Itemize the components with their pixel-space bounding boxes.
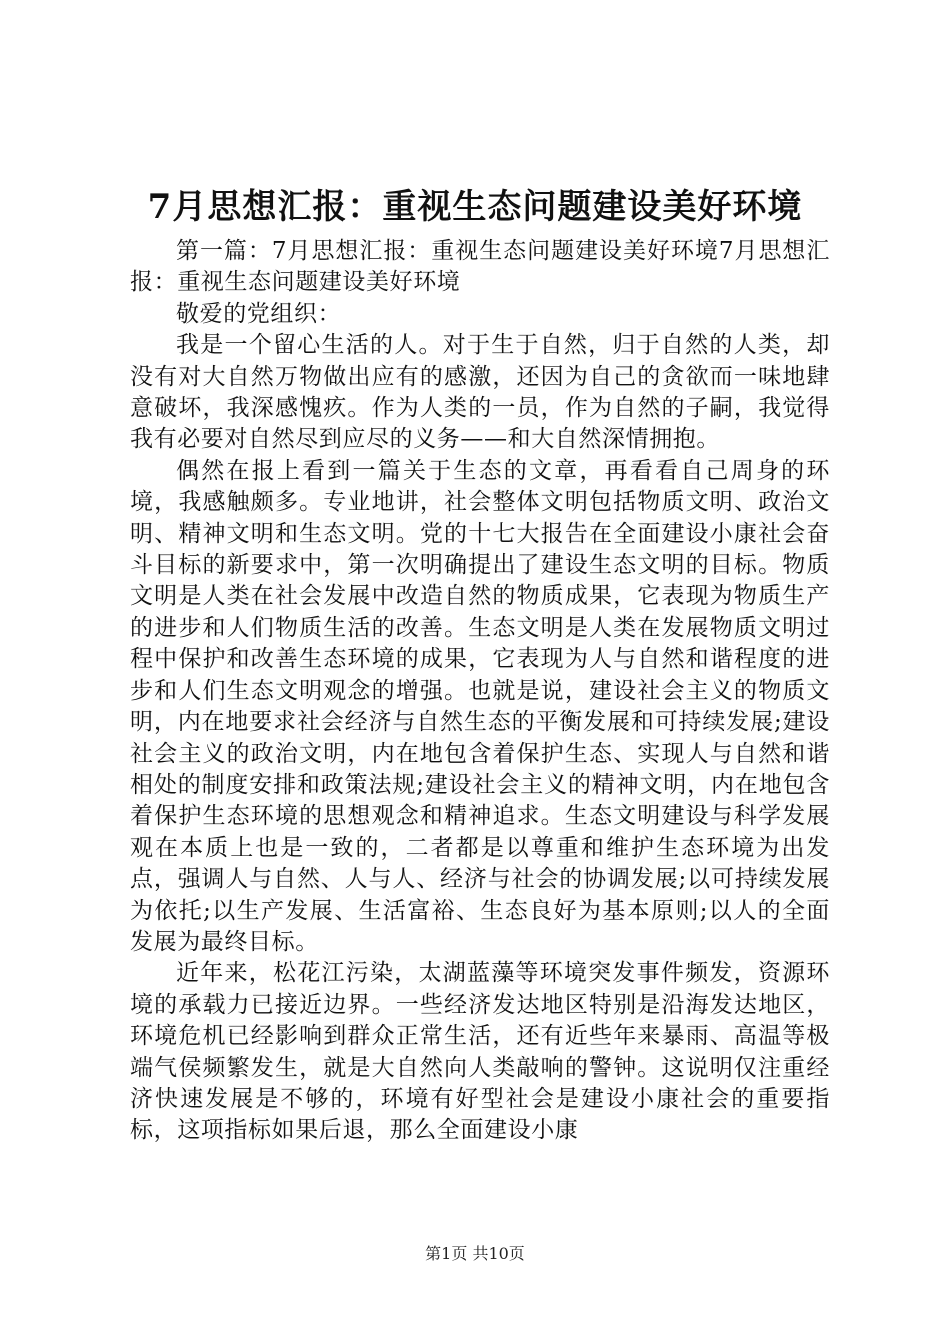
paragraph-salutation: 敬爱的党组织：: [176, 300, 342, 327]
paragraph-body: 偶然在报上看到一篇关于生态的文章，再看看自己周身的环境，我感触颇多。专业地讲，社会整体文明包括物质文明、政治文明、精神文明和生态文明。党的十七大报告在全面建设小康社会奋斗目标的新要求中，第一次明确提出了建设生态文明的目标。物质文明是人类在社会发展中改造自然的物质成果，它表现为物质生产的进步和人们物质生活的改善。生态文明是人类在发展物质文明过程中保护和改善生态环境的成果，它表现为人与自然和谐程度的进步和人们生态文明观念的增强。也就是说，建设社会主义的物质文明，内在地要求社会经济与自然生态的平衡发展和可持续发展;建设社会主义的政治文明，内在地包含着保护生态、实现人与自然和谐相处的制度安排和政策法规;建设社会主义的精神文明，内在地包含着保护生态环境的思想观念和精神追求。生态文明建设与科学发展观在本质上也是一致的，二者都是以尊重和维护生态环境为出发点，强调人与自然、人与人、经济与社会的协调发展;以可持续发展为依托;以生产发展、生活富裕、生态良好为基本原则;以人的全面发展为最终目标。: [130, 457, 830, 955]
paragraph-body: 我是一个留心生活的人。对于生于自然，归于自然的人类，却没有对大自然万物做出应有的感激，还因为自己的贪欲而一味地肆意破坏，我深感愧疚。作为人类的一员，作为自然的子嗣，我觉得我有必要对自然尽到应尽的义务——和大自然深情拥抱。: [130, 332, 830, 453]
page-number-footer: 第1页 共10页: [425, 1244, 525, 1263]
document-title: 7月思想汇报：重视生态问题建设美好环境: [147, 187, 803, 227]
paragraph-intro: 第一篇：7月思想汇报：重视生态问题建设美好环境7月思想汇报：重视生态问题建设美好环境: [130, 238, 830, 296]
paragraph-body: 近年来，松花江污染，太湖蓝藻等环境突发事件频发，资源环境的承载力已接近边界。一些经济发达地区特别是沿海发达地区，环境危机已经影响到群众正常生活，还有近些年来暴雨、高温等极端气侯频繁发生，就是大自然向人类敲响的警钟。这说明仅注重经济快速发展是不够的，环境有好型社会是建设小康社会的重要指标，这项指标如果后退，那么全面建设小康: [130, 960, 830, 1144]
document-body: [130, 236, 830, 1147]
